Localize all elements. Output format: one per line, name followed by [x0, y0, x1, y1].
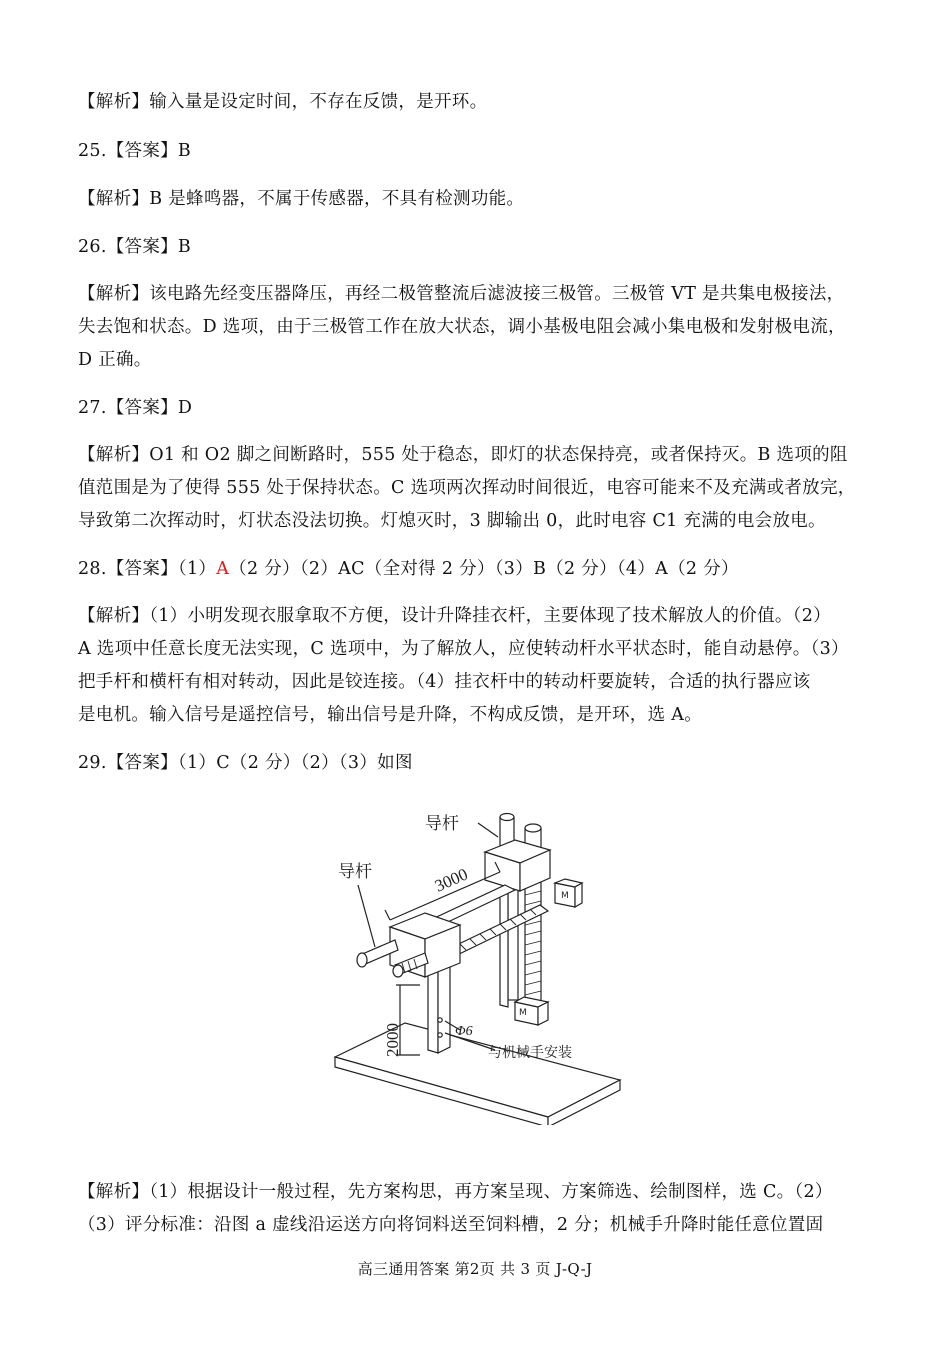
- q28-answer: [78, 553, 878, 586]
- q26-analysis-line-3: D 正确。: [78, 350, 152, 370]
- q28-analysis-line-2: A 选项中任意长度无法实现，C 选项中，为了解放人，应使转动杆水平状态时，能自动悬停。（3）: [78, 639, 849, 659]
- q29-analysis-line-2: （3）评分标准：沿图 a 虚线沿运送方向将饲料送至饲料槽，2 分；机械手升降时能任意位置固: [78, 1215, 824, 1235]
- q28-analysis-line-3: 把手杆和横杆有相对转动，因此是铰连接。（4）挂衣杆中的转动杆要旋转，合适的执行器应该: [78, 672, 811, 692]
- q26-answer: 26.【答案】B: [78, 237, 192, 257]
- leader-guide-top: [478, 823, 498, 837]
- support-plate-left: [428, 965, 438, 1053]
- q25-answer: 25.【答案】B: [78, 141, 192, 161]
- q26-analysis-line-1: 【解析】该电路先经变压器降压，再经二极管整流后滤波接三极管。三极管 VT 是共集电极接法，: [78, 284, 845, 304]
- motor-label-bottom: M: [519, 1008, 527, 1018]
- page-footer: 高三通用答案 第2页 共 3 页 J-Q-J: [357, 1260, 593, 1278]
- q26-analysis-line-2: 失去饱和状态。D 选项，由于三极管工作在放大状态，调小基极电阻会减小集电极和发射极电流，: [78, 317, 846, 337]
- leader-guide-left: [358, 885, 375, 947]
- mount-label: 与机械手安装: [488, 1045, 572, 1061]
- q28-analysis-line-1: 【解析】（1）小明发现衣服拿取不方便，设计升降挂衣杆，主要体现了技术解放人的价值。（2）: [78, 606, 831, 626]
- mechanism-figure: [320, 795, 630, 1125]
- q29-answer: 29.【答案】（1）C（2 分）（2）（3）如图: [78, 753, 413, 773]
- dimension-2000: 2000: [383, 1023, 402, 1057]
- q28-answer-rest: （2 分）（2）AC（全对得 2 分）（3）B（2 分）（4）A（2 分）: [229, 559, 739, 579]
- motor-label-top: M: [561, 891, 569, 901]
- q28-answer-prefix: 28.【答案】（1）: [78, 559, 217, 579]
- q24-analysis: 【解析】输入量是设定时间，不存在反馈，是开环。: [78, 92, 488, 112]
- q29-analysis-line-1: 【解析】（1）根据设计一般过程，先方案构思，再方案呈现、方案筛选、绘制图样，选 C。（2）: [78, 1182, 833, 1202]
- label-guide-left: 导杆: [338, 862, 372, 882]
- label-guide-top: 导杆: [425, 814, 459, 834]
- q27-analysis-line-2: 值范围是为了使得 555 处于保持状态。C 选项两次挥动时间很近，电容可能来不及充满或者放完，: [78, 478, 856, 498]
- dimension-3000: 3000: [431, 864, 471, 896]
- q27-analysis-line-3: 导致第二次挥动时，灯状态没法切换。灯熄灭时，3 脚输出 0，此时电容 C1 充满的电会放电。: [78, 511, 826, 531]
- q28-analysis-line-4: 是电机。输入信号是遥控信号，输出信号是升降，不构成反馈，是开环，选 A。: [78, 705, 702, 725]
- q28-answer-highlight: A: [216, 559, 230, 579]
- q25-analysis: 【解析】B 是蜂鸣器，不属于传感器，不具有检测功能。: [78, 189, 525, 209]
- q27-answer: 27.【答案】D: [78, 398, 193, 418]
- vertical-guide-rod: [508, 875, 518, 1000]
- q27-analysis-line-1: 【解析】O1 和 O2 脚之间断路时，555 处于稳态，即灯的状态保持亮，或者保持灭。B 选项的阻: [78, 445, 848, 465]
- hole-label: Φ6: [455, 1024, 473, 1039]
